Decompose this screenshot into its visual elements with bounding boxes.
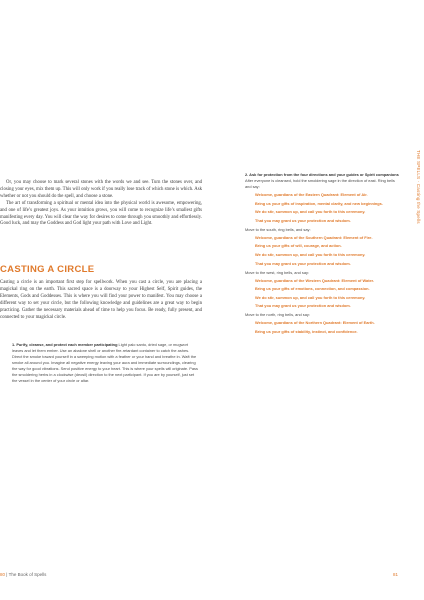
step-1-title: 1. Purify, cleanse, and protect each member participating — [12, 342, 118, 347]
step-1 — [12, 342, 200, 384]
folio-divider: | — [6, 572, 9, 577]
intro-paragraph: The art of transforming a spiritual or mental idea into the physical world is awesome, empowering, and one of life’s greatest joys. As your intuition grows, you will come to recognize life’s smallest gifts manifesting every day. You will clear the way for desires to come through you smoothly and effortlessly. Good luck, and may the Goddess and God light your path with Love and Light. — [0, 200, 202, 227]
invocation-line: That you may grant us your protection and wisdom. — [255, 217, 351, 223]
direction-lead-west: Move to the west, ring bells, and say: — [245, 269, 310, 275]
invocation-east — [255, 192, 400, 224]
book-title: The Book of Spells — [8, 572, 47, 577]
invocation-line: We do stir, summon up, and call you forth to this ceremony. — [255, 294, 366, 300]
casting-paragraph: Casting a circle is an important first step for spellwork. When you cast a circle, you are placing a magickal ring on the earth. This sacred space is a doorway to your Highest Self, Spirit guides, the Elements, Gods and Goddesses. This is where you will find your power to manifest. You may choose a different way to set your circle, but the following knowledge and guidelines are a great way to begin practicing. Gather the necessary materials ahead of time to help you focus. Be ready, fully present, and connected to your magickal circle. — [0, 280, 202, 320]
folio-left — [0, 572, 46, 577]
step-2-body: After everyone is cleansed, hold the smoldering sage in the direction of east. Ring bells and say: — [245, 178, 395, 190]
invocation-north — [255, 320, 400, 335]
invocation-line: We do stir, summon up, and call you forth to this ceremony. — [255, 209, 366, 215]
page-number: 81 — [392, 572, 398, 577]
running-head: THE SPELLS · Casting the Spells — [416, 150, 421, 224]
folio-right — [393, 572, 398, 577]
invocation-line: Bring us your gifts of stability, instinct, and confidence. — [255, 328, 358, 334]
invocation-line: Welcome, guardians of the Southern Quadrant: Element of Fire. — [255, 234, 373, 240]
invocation-line: Bring us your gifts of emotions, connection, and compassion. — [255, 286, 370, 292]
direction-lead-north: Move to the north, ring bells, and say: — [245, 312, 310, 318]
page-number: 80 — [0, 572, 6, 577]
section-heading: CASTING A CIRCLE — [0, 264, 95, 275]
intro-text — [0, 180, 202, 228]
invocation-line: Welcome, guardians of the Eastern Quadrant: Element of Air. — [255, 192, 368, 198]
right-page — [212, 0, 424, 600]
invocation-line: That you may grant us your protection and wisdom. — [255, 260, 351, 266]
invocation-line: Bring us your gifts of inspiration, mental clarity, and new beginnings. — [255, 200, 383, 206]
right-column — [245, 172, 400, 337]
invocation-line: We do stir, summon up, and call you forth to this ceremony. — [255, 251, 366, 257]
step-1-body: Light palo santo, dried sage, or mugwort leaves and let them ember. Use an abalone shell or another fire-retardant container to catch the ashes. Direct the smoke toward yourself in a sweeping motion with a feather or your hand and breathe in. Waft the smoke all around you. Imagine all negative energy leaving your aura and immediate surroundings, clearing the way for good vibrations. Send positive energy to your heart. This is where your spells will originate. Pass the smoldering herbs in a clockwise (deosil) direction to the next participant. If you are by yourself, just set the vessel in the center of your circle or altar. — [12, 342, 198, 384]
invocation-line: Bring us your gifts of will, courage, and action. — [255, 243, 342, 249]
left-page — [0, 0, 206, 600]
invocation-line: Welcome, guardians of the Western Quadrant: Element of Water. — [255, 277, 375, 283]
invocation-south — [255, 235, 400, 267]
intro-paragraph: Or, you may choose to mark several stones with the words we and see. Turn the stones over, and closing your eyes, mix them up. This will only work if you really lose track of which stone is which. Ask whether or not you should do the spell, and choose a stone. — [0, 180, 202, 199]
direction-lead-south: Move to the south, ring bells, and say: — [245, 226, 311, 232]
invocation-west — [255, 278, 400, 310]
invocation-line: Welcome, guardians of the Northern Quadrant: Element of Earth. — [255, 320, 375, 326]
invocation-line: That you may grant us your protection and wisdom. — [255, 303, 351, 309]
step-2-title: 2. Ask for protection from the four directions and your guides or Spirit companions — [245, 172, 399, 177]
